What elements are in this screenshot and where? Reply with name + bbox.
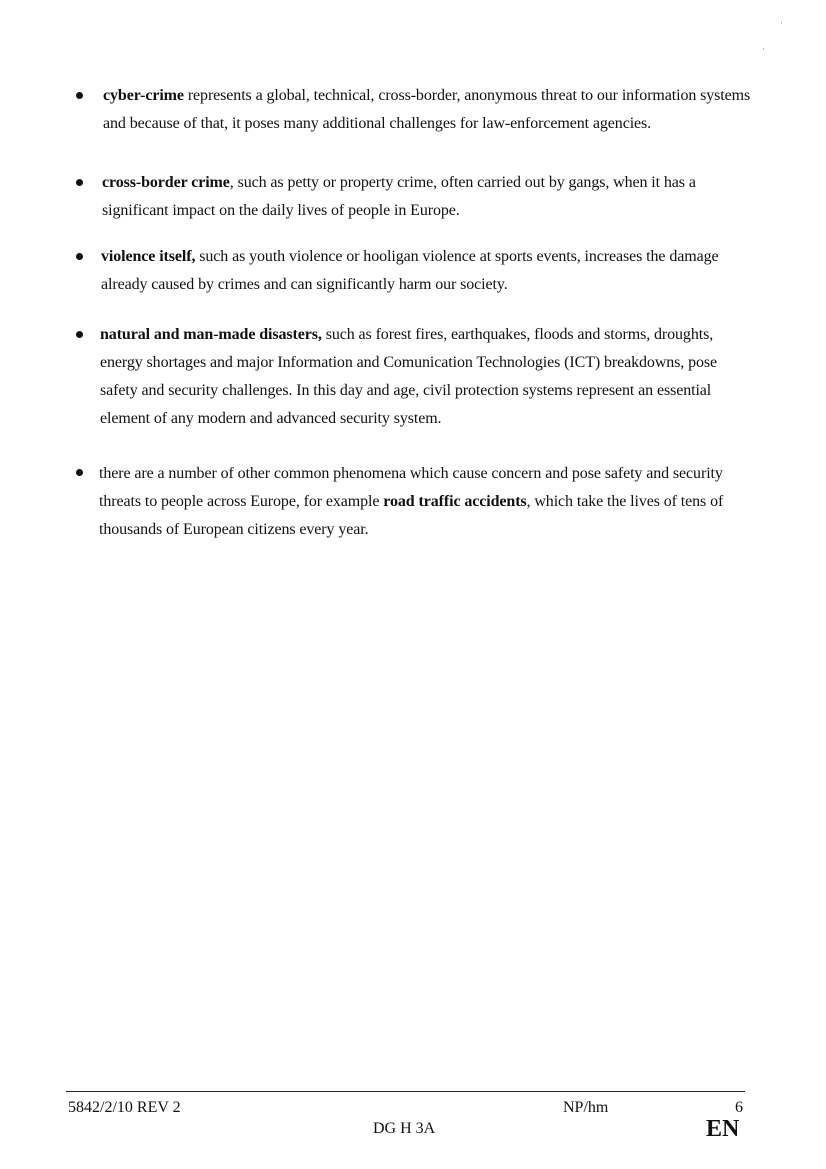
bullet-icon [76,253,83,260]
bullet-body-text: such as youth violence or hooligan violence at sports events, increases the damage already caused by crimes and can significantly harm our society. [101,248,719,293]
language-code: EN [706,1116,740,1142]
bullet-text [99,460,751,544]
author-initials: NP/hm [563,1099,609,1116]
bullet-icon [76,179,83,186]
department-code: DG H 3A [373,1120,436,1137]
page-number: 6 [735,1099,743,1116]
bullet-body-text: , which take the lives of tens of thousands of European citizens every year. [99,493,724,538]
bullet-bold-term: road traffic accidents [383,493,527,510]
bullet-text [101,243,753,299]
footer-divider [66,1091,745,1092]
bullet-bold-term: cyber-crime [103,87,184,104]
document-reference: 5842/2/10 REV 2 [68,1099,181,1116]
bullet-icon [76,331,83,338]
bullet-bold-term: natural and man-made disasters, [100,326,322,343]
scan-speck [781,22,782,24]
bullet-body-text: such as forest fires, earthquakes, floods and storms, droughts, energy shortages and major Information and Comunication Technologies (ICT) breakdowns, pose safety and security challenges. In this day and age, civil protection systems represent an essential element of any modern and advanced security system. [100,326,718,427]
bullet-text [102,169,754,225]
scan-speck [763,48,764,50]
bullet-text [103,82,755,138]
bullet-bold-term: cross-border crime [102,174,230,191]
bullet-text [100,321,752,433]
bullet-body-text: represents a global, technical, cross-border, anonymous threat to our information systems and because of that, it poses many additional challenges for law-enforcement agencies. [103,87,751,132]
bullet-icon [76,469,83,476]
bullet-body-text: , such as petty or property crime, often carried out by gangs, when it has a significant impact on the daily lives of people in Europe. [102,174,696,219]
bullet-icon [76,92,83,99]
bullet-bold-term: violence itself, [101,248,196,265]
bullet-lead-text: there are a number of other common phenomena which cause concern and pose safety and security threats to people across Europe, for example [99,465,723,510]
